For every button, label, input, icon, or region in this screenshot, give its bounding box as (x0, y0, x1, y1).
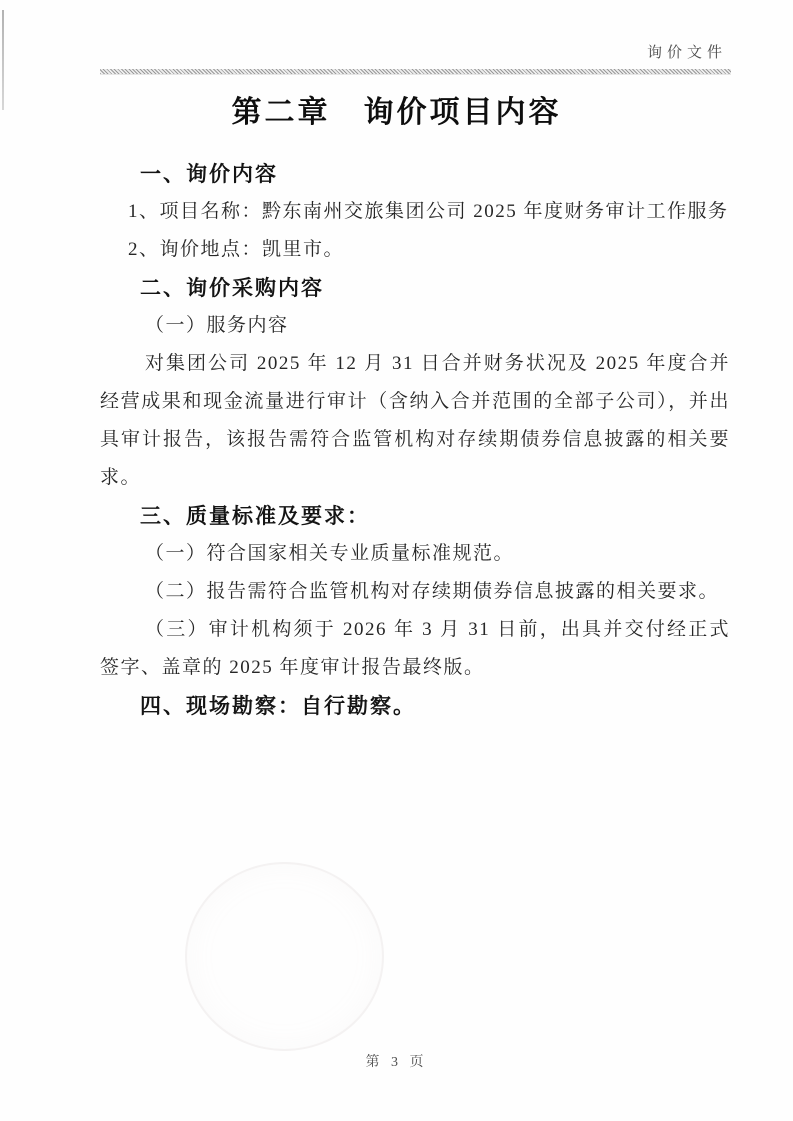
page-header-doc-type: 询价文件 (646, 45, 727, 61)
page-title: 第二章 询价项目内容 (231, 96, 562, 129)
doc-line-item: 2、询价地点：凯里市。 (128, 239, 345, 261)
doc-line-heading: 一、询价内容 (140, 162, 278, 187)
doc-line-item: 1、项目名称：黔东南州交旅集团公司 2025 年度财务审计工作服务 (128, 201, 729, 223)
stamp-watermark (185, 862, 384, 1051)
document-body (100, 155, 730, 725)
doc-line-heading: 三、质量标准及要求： (140, 504, 370, 529)
doc-line-sub: （一）符合国家相关专业质量标准规范。 (145, 543, 515, 565)
doc-line-heading: 四、现场勘察：自行勘察。 (140, 694, 416, 719)
doc-line-heading: 二、询价采购内容 (140, 276, 324, 301)
scan-edge-artifact (2, 10, 4, 110)
doc-line-sub: （二）报告需符合监管机构对存续期债券信息披露的相关要求。 (145, 581, 720, 603)
page-number: 第 3 页 (365, 1055, 428, 1070)
doc-line-para: （三）审计机构须于 2026 年 3 月 31 日前，出具并交付经正式签字、盖章的 2025 年度审计报告最终版。 (100, 619, 730, 679)
doc-line-para: 对集团公司 2025 年 12 月 31 日合并财务状况及 2025 年度合并经营成果和现金流量进行审计（含纳入合并范围的全部子公司），并出具审计报告，该报告需符合监管机构对存续期债券信息披露的相关要求。 (100, 353, 730, 489)
header-rule (100, 69, 731, 75)
doc-line-sub: （一）服务内容 (145, 315, 289, 337)
